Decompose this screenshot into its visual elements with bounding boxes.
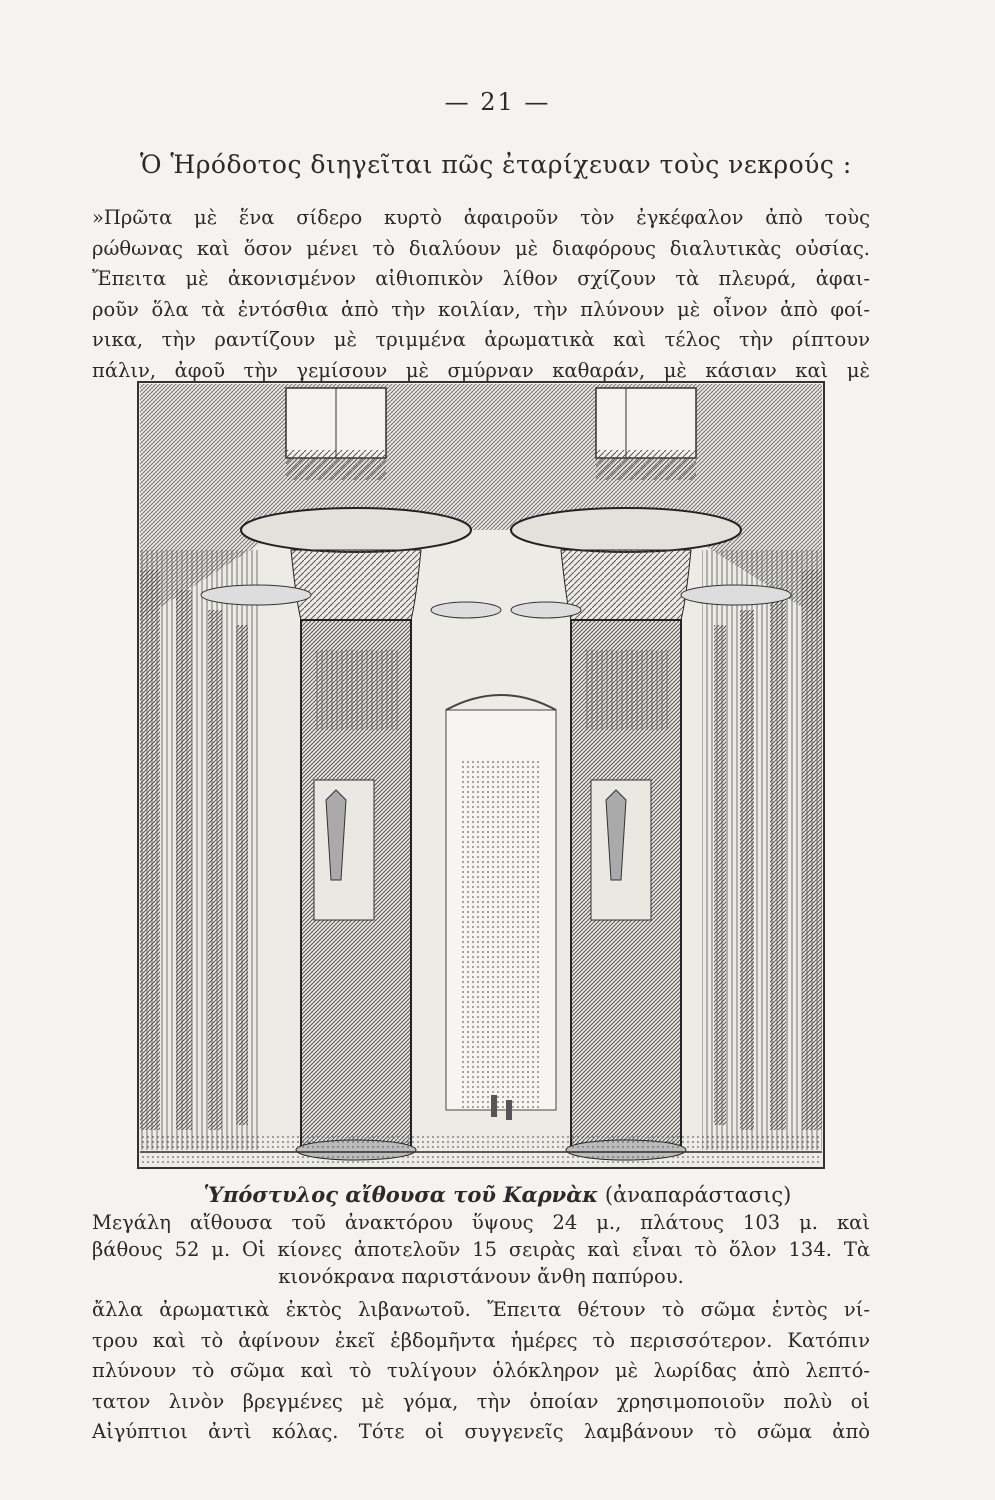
text-line: ροῦν ὅλα τὰ ἐντόσθια ἀπὸ τὴν κοιλίαν, τὴν πλύνουν μὲ οἶνον ἀπὸ φοί-	[92, 297, 870, 321]
text-line: »Πρῶτα μὲ ἕνα σίδερο κυρτὸ ἀφαιροῦν τὸν ἐγκέφαλον ἀπὸ τοὺς	[92, 206, 870, 229]
text-line: τατον λινὸν βρεγμένες μὲ γόμα, τὴν ὁποίαν χρησιμοποιοῦν πολὺ οἱ	[92, 1389, 870, 1413]
text-line: πλύνουν τὸ σῶμα καὶ τὸ τυλίγουν ὁλόκληρον μὲ λωρίδας ἀπὸ λεπτό-	[92, 1359, 870, 1382]
text-line: Ἔπειτα μὲ ἀκονισμένον αἰθιοπικὸν λίθον σχίζουν τὰ πλευρά, ἀφαι-	[92, 267, 870, 290]
caption-title-plain: (ἀναπαράστασις)	[604, 1183, 792, 1207]
text-line: ρώθωνας καὶ ὅσον μένει τὸ διαλύουν μὲ διαφόρους διαλυτικὰς οὐσίας.	[92, 236, 870, 260]
text-line: νικα, τὴν ραντίζουν μὲ τριμμένα ἀρωματικὰ καὶ τέλος τὴν ρίπτουν	[92, 328, 870, 351]
hypostyle-hall-illustration	[136, 380, 826, 1170]
paragraph-2	[92, 1295, 870, 1448]
text-line: πάλιν, ἀφοῦ τὴν γεμίσουν μὲ σμύρναν καθαράν, μὲ κάσιαν καὶ μὲ	[92, 358, 870, 382]
caption-title-italic: Ὑπόστυλος αἴθουσα τοῦ Καρνὰκ	[203, 1182, 599, 1207]
paragraph-1	[92, 203, 870, 386]
page-number: — 21 —	[444, 88, 551, 116]
figure-caption-body	[92, 1209, 870, 1290]
section-heading: Ὁ Ἡρόδοτος διηγεῖται πῶς ἐταρίχευαν τοὺς νεκρούς :	[140, 150, 852, 179]
figure-caption-title	[0, 1182, 995, 1207]
text-line: Αἰγύπτιοι ἀντὶ κόλας. Τότε οἱ συγγενεῖς λαμβάνουν τὸ σῶμα ἀπὸ	[92, 1420, 870, 1443]
caption-line: βάθους 52 μ. Οἱ κίονες ἀποτελοῦν 15 σειρὰς καὶ εἶναι τὸ ὅλον 134. Τὰ	[92, 1238, 870, 1261]
caption-line: κιονόκρανα παριστάνουν ἄνθη παπύρου.	[278, 1265, 684, 1288]
text-line: ἄλλα ἀρωματικὰ ἐκτὸς λιβανωτοῦ. Ἔπειτα θέτουν τὸ σῶμα ἐντὸς νί-	[92, 1298, 870, 1321]
caption-line: Μεγάλη αἴθουσα τοῦ ἀνακτόρου ὕψους 24 μ., πλάτους 103 μ. καὶ	[92, 1211, 870, 1234]
text-line: τρου καὶ τὸ ἀφίνουν ἐκεῖ ἑβδομῆντα ἡμέρες τὸ περισσότερον. Κατόπιν	[92, 1328, 870, 1352]
